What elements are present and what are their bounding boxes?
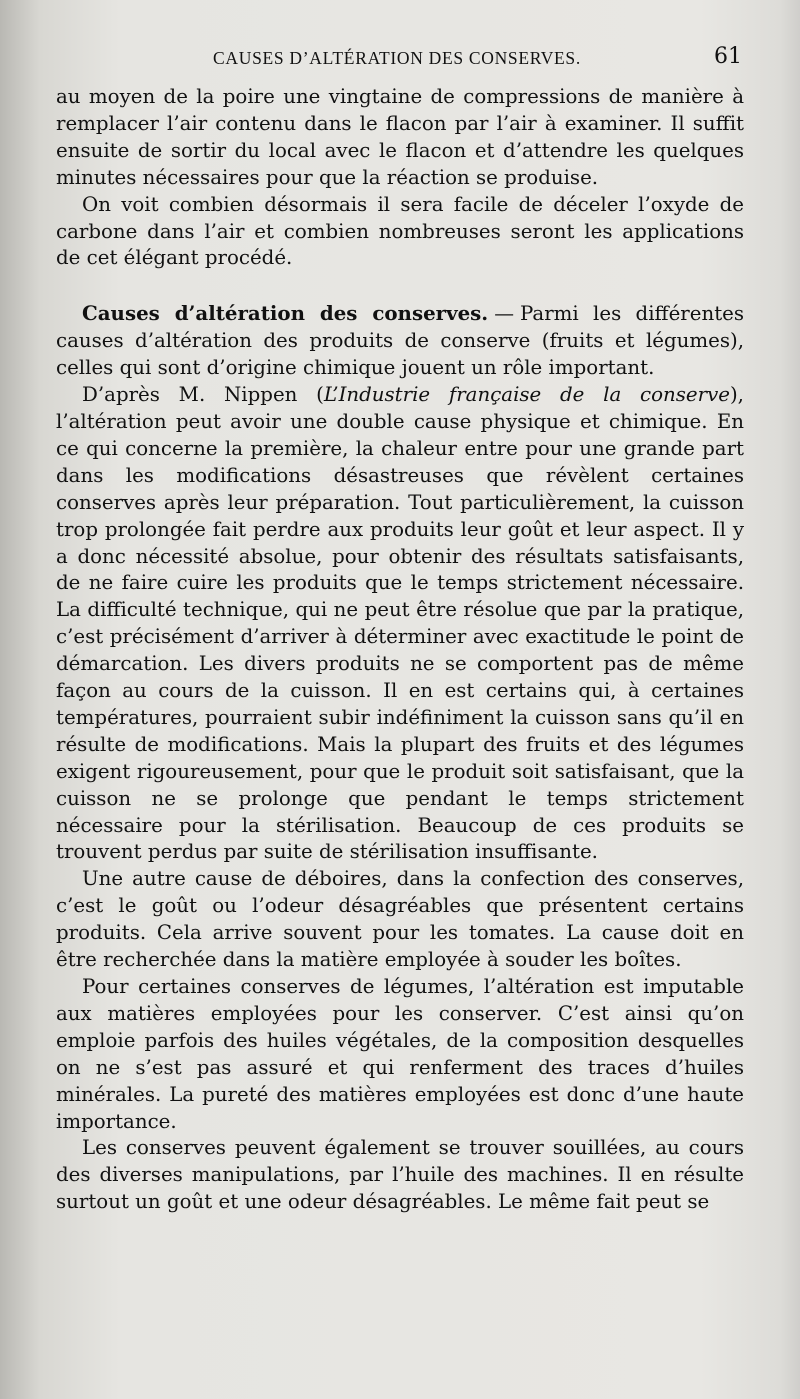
paragraph-text: ), l’altération peut avoir une double cause physique et chimique. En ce qui concerne la première, la chaleur entre pour une grande part dans les modifications désastreuses que révèlent certaines conserves après leur préparation. Tout particulièrement, la cuisson trop prolongée fait perdre aux produits leur goût et leur aspect. Il y a donc nécessité absolue, pour obtenir des résultats satisfaisants, de ne faire cuire les produits que le temps strictement nécessaire. La difficulté technique, qui ne peut être résolue que par la pratique, c’est précisément d’arriver à déterminer avec exactitude le point de démarcation. Les divers produits ne se comportent pas de même façon au cours de la cuisson. Il en est certains qui, à certaines températures, pourraient subir indéfiniment la cuisson sans qu’il en résulte de modifications. Mais la plupart des fruits et des légumes exigent rigoureusement, pour que le produit soit satisfaisant, que la cuisson ne se prolonge que pendant le temps strictement nécessaire pour la stérilisation. Beaucoup de ces produits se trouvent perdus par suite de stérilisation insuffisante. — [56, 383, 744, 864]
page-number: 61 — [714, 44, 742, 69]
cited-work: L’Industrie française de la conserve — [323, 383, 730, 407]
paragraph: au moyen de la poire une vingtaine de compressions de manière à remplacer l’air contenu dans le flacon par l’air à examiner. Il suffit ensuite de sortir du local avec le flacon et d’attendre les quelques minutes nécessaires pour que la réaction se produise. — [56, 85, 744, 189]
running-head — [52, 44, 742, 78]
paragraph: Pour certaines conserves de légumes, l’altération est imputable aux matières employées pour les conserver. C’est ainsi qu’on emploie parfois des huiles végétales, de la composition desquelles on ne s’est pas assuré et qui renferment des traces d’huiles minérales. La pureté des matières employées est donc d’une haute importance. — [56, 975, 744, 1133]
heading-dash: — — [494, 302, 514, 326]
paragraph: On voit combien désormais il sera facile de déceler l’oxyde de carbone dans l’air et combien nombreuses seront les applications de cet élégant procédé. — [56, 192, 744, 270]
section-paragraph — [56, 300, 744, 382]
body-text — [56, 84, 744, 1216]
paragraph-text: D’après M. Nippen ( — [82, 383, 324, 407]
running-head-title: CAUSES D’ALTÉRATION DES CONSERVES. — [213, 48, 581, 68]
paragraph: Les conserves peuvent également se trouver souillées, au cours des diverses manipulations, par l’huile des machines. Il en résulte surtout un goût et une odeur désagréables. Le même fait peut se — [56, 1136, 744, 1214]
paragraph-text: Parmi les différentes causes d’altération des produits de conserve (fruits et légumes), celles qui sont d’origine chimique jouent un rôle important. — [56, 302, 745, 380]
section-heading: Causes d’altération des conserves. — [82, 301, 489, 326]
paragraph: Une autre cause de déboires, dans la confection des conserves, c’est le goût ou l’odeur désagréables que présentent certains produits. Cela arrive souvent pour les tomates. La cause doit en être recherchée dans la matière employée à souder les boîtes. — [56, 867, 744, 972]
paragraph — [56, 382, 744, 866]
